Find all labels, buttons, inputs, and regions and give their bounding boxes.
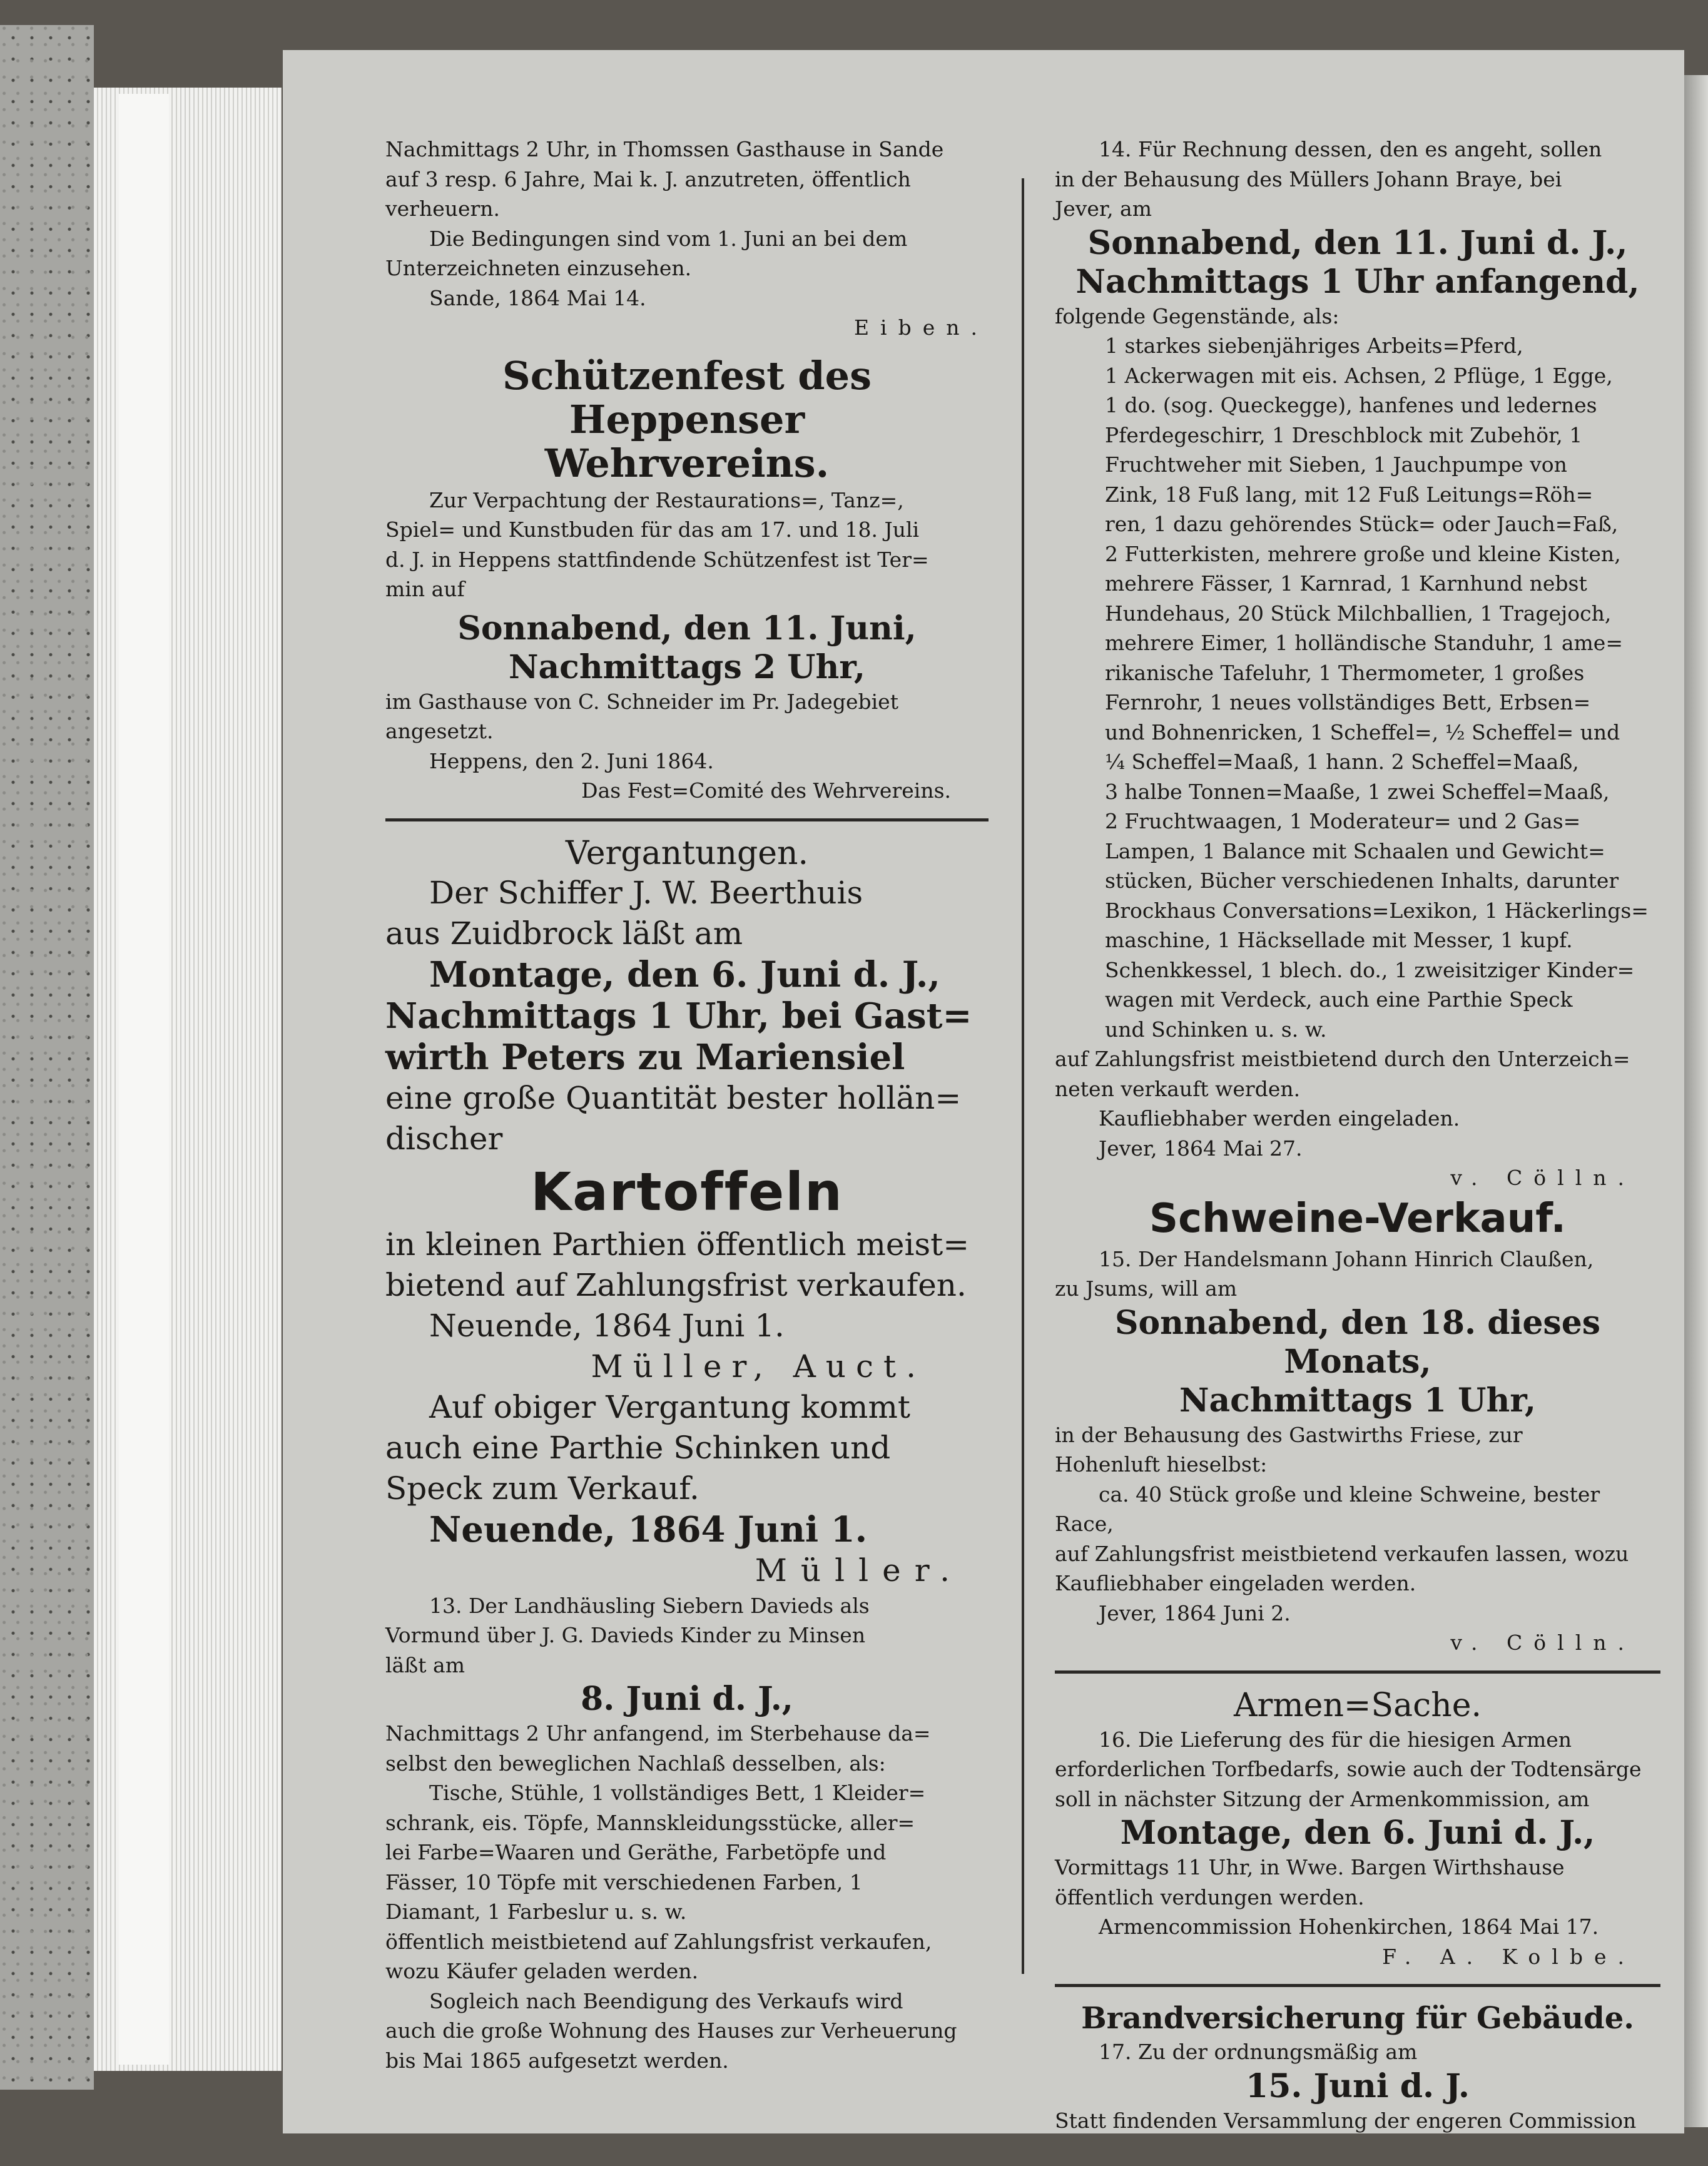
item13-text: 13. Der Landhäusling Siebern Davieds als Vormund über J. G. Davieds Kinder zu Minsen läßt am [385,1593,870,1677]
next-page-edge [1684,75,1708,2127]
fest-time: Nachmittags 2 Uhr, [508,648,866,686]
fest-date: Sonnabend, den 11. Juni, [457,609,917,648]
item14-place-date: Jever, 1864 Mai 27. [1099,1136,1303,1161]
fest-place-date: Heppens, den 2. Juni 1864. [429,748,714,773]
conditions-text: Die Bedingungen sind vom 1. Juni an bei dem Unterzeichneten einzusehen. [385,226,908,280]
item13-date: 8. Juni d. J., [581,1680,793,1718]
beerthuis-goods: eine große Quantität bester hollän= discher [385,1079,962,1157]
item14-date: Sonnabend, den 11. Juni d. J., Nachmittags 1 Uhr anfangend, [1075,223,1640,301]
beerthuis-text: Der Schiffer J. W. Beerthuis aus Zuidbrock läßt am [385,874,863,952]
fest-signature: Das Fest=Comité des Wehrvereins. [581,778,951,803]
item14-text: 14. Für Rechnung dessen, den es angeht, sollen in der Behausung des Müllers Johann Braye, bei Jever, am [1055,137,1602,221]
armen-heading: Armen=Sache. [1233,1686,1482,1724]
item17-text: 17. Zu der ordnungsmäßig am [1099,2040,1418,2064]
fest-title: Schützenfest des Heppenser Wehrvereins. [502,352,872,486]
beerthuis-date: Montage, den 6. Juni d. J., Nachmittags 1 Uhr, bei Gast= wirth Peters zu Mariensiel [385,953,972,1078]
mueller: Müller. [755,1552,963,1589]
item14-intro: folgende Gegenstände, als: [1055,303,1339,328]
schinken-text: Auf obiger Vergantung kommt auch eine Parthie Schinken und Speck zum Verkauf. [385,1388,910,1507]
kartoffeln-heading: Kartoffeln [531,1161,843,1223]
left-column [385,135,989,2075]
item15-text: 15. Der Handelsmann Johann Hinrich Claußen, zu Jsums, will am [1055,1246,1594,1301]
item16-text: 16. Die Lieferung des für die hiesigen Armen erforderlichen Torfbedarfs, sowie auch der Todtensärge soll in nächster Sitzung der Armenkommission, am [1055,1727,1642,1811]
brand-heading: Brandversicherung für Gebäude. [1081,2001,1634,2036]
item16-body: Vormittags 11 Uhr, in Wwe. Bargen Wirthshause öffentlich verdungen werden. [1055,1855,1565,1909]
book-cover [0,25,94,2090]
item14-signature: v. Cölln. [1450,1166,1635,1190]
fest-location: im Gasthause von C. Schneider im Pr. Jadegebiet angesetzt. [385,689,898,743]
neuende-date-2: Neuende, 1864 Juni 1. [429,1508,868,1550]
item16-date: Montage, den 6. Juni d. J., [1120,1814,1595,1852]
fest-text: Zur Verpachtung der Restaurations=, Tanz=, Spiel= und Kunstbuden für das am 17. und 18. Juli d. J. in Heppens stattfindende Schützenfest ist Ter= min auf [385,487,929,601]
column-divider [1022,178,1024,1974]
item15-sale: auf Zahlungsfrist meistbietend verkaufen lassen, wozu Kaufliebhaber eingeladen werden. [1055,1541,1629,1595]
item15-goods: ca. 40 Stück große und kleine Schweine, bester Race, [1055,1482,1600,1536]
place-date: Sande, 1864 Mai 14. [429,285,646,310]
vergantungen-heading: Vergantungen. [565,834,809,872]
item14-sale: auf Zahlungsfrist meistbietend durch den Unterzeich= neten verkauft werden. [1055,1047,1630,1101]
intro-text: Nachmittags 2 Uhr, in Thomssen Gasthause in Sande auf 3 resp. 6 Jahre, Mai k. J. anzutreten, öffentlich verheuern. [385,137,944,221]
item15-location: in der Behausung des Gastwirths Friese, zur Hohenluft hieselbst: [1055,1422,1523,1477]
beerthuis-sale: in kleinen Parthien öffentlich meist= bietend auf Zahlungsfrist verkaufen. [385,1226,970,1303]
item15-place-date: Jever, 1864 Juni 2. [1099,1600,1291,1625]
item14-buyers: Kaufliebhaber werden eingeladen. [1099,1106,1460,1131]
item17-date: 15. Juni d. J. [1246,2067,1470,2105]
item13-sale: öffentlich meistbietend auf Zahlungsfrist verkaufen, wozu Käufer geladen werden. [385,1929,932,1983]
schweine-heading: Schweine-Verkauf. [1149,1195,1566,1242]
right-column [1055,135,1660,2135]
item15-signature: v. Cölln. [1450,1630,1635,1655]
page-edges-light [119,94,169,2065]
item16-place-date: Armencommission Hohenkirchen, 1864 Mai 17. [1099,1914,1599,1939]
signature: Eiben. [853,315,989,340]
item13-house: Sogleich nach Beendigung des Verkaufs wird auch die große Wohnung des Hauses zur Verheuerung bis Mai 1865 aufgesetzt werden. [385,1988,957,2073]
item17-body: Statt findenden Versammlung der engeren Commission [1055,2108,1637,2133]
item14-goods: 1 starkes siebenjähriges Arbeits=Pferd, 1 Ackerwagen mit eis. Achsen, 2 Pflüge, 1 Egge, 1 do. (sog. Queckegge), hanfenes und ledernes Pferdegeschirr, 1 Dreschblock mit Zubehör, 1 Fruchtweher mit Sieben, 1 Jauchpumpe von Zink, 18 Fuß lang, mit 12 Fuß Leitungs=Röh= ren, 1 dazu gehörendes Stück= oder Jauch=Faß, 2 Futterkisten, mehrere große und kleine Kisten, mehrere Fässer, 1 Karnrad, 1 Karnhund nebst Hundehaus, 20 Stück Milchballien, 1 Tragejoch, mehrere Eimer, 1 holländische Standuhr, 1 ame= rikanische Tafeluhr, 1 Thermometer, 1 großes Fernrohr, 1 neues vollständiges Bett, Erbsen= und Bohnenricken, 1 Scheffel=, ½ Scheffel= und ¼ Scheffel=Maaß, 1 hann. 2 Scheffel=Maaß, 3 halbe Tonnen=Maaße, 1 zwei Scheffel=Maaß, 2 Fruchtwaagen, 1 Moderateur= und 2 Gas= Lampen, 1 Balance mit Schaalen und Gewicht= stücken, Bücher verschiedenen Inhalts, darunter Brockhaus Conversations=Lexikon, 1 Häckerlings= maschine, 1 Häcksellade mit Messer, 1 kupf. Schenkkessel, 1 blech. do., 1 zweisitziger Kinder= wagen mit Verdeck, auch eine Parthie Speck und Schinken u. s. w. [1105,333,1649,1042]
item15-date: Sonnabend, den 18. dieses Monats, Nachmittags 1 Uhr, [1114,1303,1601,1420]
mueller-auct: Müller, Auct. [591,1348,926,1385]
item13-goods: Tische, Stühle, 1 vollständiges Bett, 1 Kleider= schrank, eis. Töpfe, Mannskleidungsstücke, aller= lei Farbe=Waaren und Geräthe, Farbetöpfe und Fässer, 10 Töpfe mit verschiedenen Farben, 1 Diamant, 1 Farbeslur u. s. w. [385,1781,926,1924]
section-rule [1055,1670,1660,1674]
item13-body: Nachmittags 2 Uhr anfangend, im Sterbehause da= selbst den beweglichen Nachlaß desselben, als: [385,1721,931,1776]
neuende-date-1: Neuende, 1864 Juni 1. [429,1307,785,1344]
item16-signature: F. A. Kolbe. [1382,1944,1635,1969]
section-rule [385,818,989,821]
section-rule [1055,1984,1660,1987]
